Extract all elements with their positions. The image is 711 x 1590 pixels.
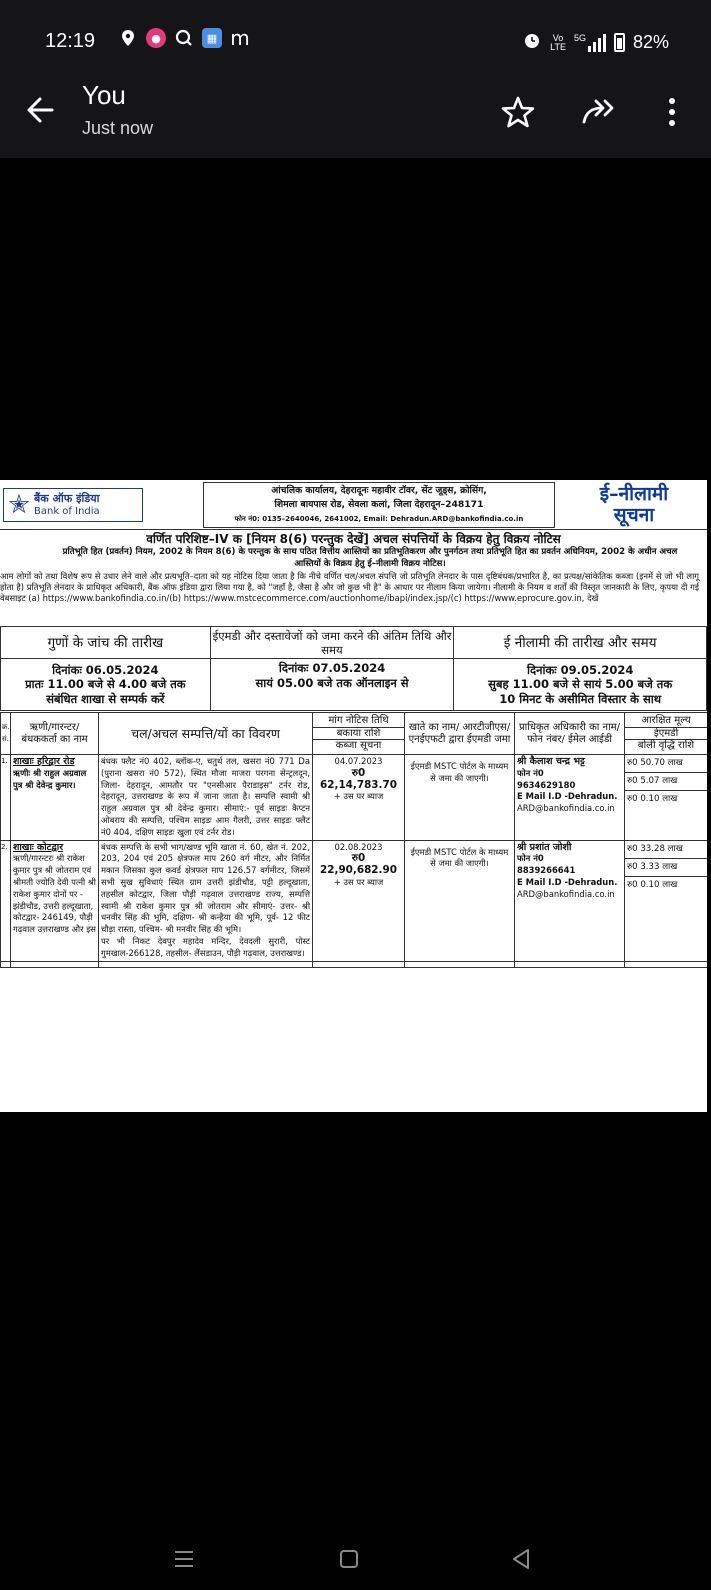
auction-note: 10 मिनट के असीमित विस्तार के साथ — [499, 691, 662, 706]
home-button[interactable] — [340, 1550, 358, 1568]
row-property — [99, 840, 313, 961]
header-account: खाते का नाम/ आरटीजीएस/एनईएफटी द्वारा ईएमडी जमा — [405, 713, 515, 755]
forward-button[interactable] — [580, 92, 620, 132]
phone-number: 9634629180 — [517, 779, 576, 790]
header-borrower: ऋणी/गारन्टर/बंधककर्ता का नाम — [11, 713, 99, 755]
image-viewer[interactable] — [0, 158, 711, 1528]
emd-amount: रु0 3.33 लाख — [625, 859, 707, 877]
inspection-note: संबंधित शाखा से सम्पर्क करें — [46, 691, 165, 706]
auction-notice-image — [0, 480, 707, 1112]
recents-button[interactable] — [173, 1548, 195, 1570]
office-line-1: आंचलिक कार्यालय, देहरादूनः महावीर टॉवर, सेंट जूड्स, क्रोसिंग, — [271, 485, 487, 496]
header-dues: बकाया राशि — [313, 727, 404, 740]
battery-percent: 82% — [632, 32, 669, 52]
sent-time: Just now — [82, 118, 154, 138]
bank-logo — [3, 488, 143, 522]
bank-name-english: Bank of India — [34, 506, 100, 517]
eauction-line-2: सूचना — [613, 504, 655, 526]
row-account: ईएमडी MSTC पोर्टल के माध्यम से जमा की जाएगी। — [405, 840, 515, 961]
officer-name: श्री प्रशांत जोशी — [517, 841, 572, 853]
table-header-row — [1, 713, 708, 755]
emd-deadline-header: ईएमडी और दस्तावेजों को जमा करने की अंतिम तिथि और समय — [210, 627, 454, 659]
header-officer: प्राधिकृत अधिकारी का नाम/फोन नंबर/ ईमेल आईडी — [515, 713, 625, 755]
app-notification-icon: ● — [146, 28, 166, 48]
inspection-time: प्रातः 11.00 बजे से 4.00 बजे तक — [25, 677, 186, 692]
sender-name: You — [82, 80, 126, 110]
header-sno: क्र. सं. — [1, 713, 11, 755]
emd-date: दिनांकः 07.05.2024 — [278, 661, 386, 675]
demand-date: 02.08.2023 — [334, 841, 383, 852]
forward-icon — [580, 92, 620, 132]
row-demand — [313, 840, 405, 961]
status-bar — [0, 0, 711, 70]
phone-label: फोन नं0 — [517, 767, 544, 778]
email-label: E Mail I.D -Dehradun. — [517, 876, 618, 887]
signal-icon: 5G — [574, 34, 606, 52]
emd-deadline-cell — [210, 659, 454, 711]
header-possession: कब्जा सूचना — [313, 739, 404, 752]
branch-name: शाखाः हरिद्वार रोड — [13, 756, 75, 767]
sale-notice-title: वर्णित परिशिष्ट–IV क [नियम 8(6) परन्तुक देखें] अचल संपत्तियों के विक्रय हेतु विक्रय नोटिस — [146, 532, 561, 546]
row-sno: 2. — [1, 840, 11, 961]
recents-icon — [173, 1548, 195, 1570]
more-vert-icon — [660, 94, 684, 130]
borrower-name: ऋणी/गारन्टरः श्री राकेश कुमार पुत्र श्री जोतराम एवं श्रीमती ज्योति देवी पत्नी श्री राकेश कुमार दोनों पर - झंडीचौड, उत्तरी हल्दूखाता, कोटद्वार- 246149, पौड़ी गढ़वाल उत्तराखण्ड और इस — [13, 853, 96, 935]
email-address: ARD@bankofindia.co.in — [517, 803, 615, 814]
bid-increment: रु0 0.10 लाख — [627, 794, 678, 804]
bank-name-hindi: बैंक ऑफ इंडिया — [34, 492, 100, 505]
header-reserve-price: आरक्षित मूल्य — [641, 715, 691, 727]
email-label: E Mail I.D -Dehradun. — [517, 791, 618, 802]
row-account: ईएमडी MSTC पोर्टल के माध्यम से जमा की जाएगी। — [405, 755, 515, 841]
system-nav-bar — [0, 1528, 711, 1590]
row-prices — [625, 755, 708, 841]
volte-indicator: Vo LTE — [550, 32, 566, 52]
interest-note: + उस पर ब्याज — [333, 876, 384, 887]
office-line-2: शिमला बायपास रोड, सेवला कलां, जिला देहरादून–248171 — [274, 499, 484, 510]
viewer-app-bar — [0, 70, 711, 158]
star-icon — [500, 94, 536, 130]
reserve-price: रु0 33.28 लाख — [625, 841, 707, 859]
auction-dates-table — [0, 626, 707, 711]
eauction-line-1: ई–नीलामी — [599, 483, 669, 505]
m-app-icon: m — [230, 26, 250, 50]
row-borrower — [11, 840, 99, 961]
notification-icons — [118, 28, 250, 48]
alarm-icon — [522, 30, 542, 55]
header-emd: ईएमडी — [625, 727, 707, 740]
office-address — [203, 482, 555, 528]
emd-time: सायं 05.00 बजे तक ऑनलाइन से — [255, 675, 409, 690]
reserve-price: रु0 50.70 लाख — [625, 755, 707, 773]
inspection-date-header: गुणों के जांच की तारीख — [1, 627, 211, 659]
header-reserve — [625, 713, 708, 755]
dues-amount: रु0 22,90,682.90 — [320, 852, 397, 877]
more-options-button[interactable] — [660, 94, 684, 130]
row-officer — [515, 840, 625, 961]
row-borrower — [11, 755, 99, 841]
header-demand — [313, 713, 405, 755]
dues-amount: रु0 62,14,783.70 — [320, 766, 397, 791]
branch-name: शाखाः कोटद्वार — [13, 841, 64, 853]
bank-star-icon: ✭ — [8, 490, 30, 520]
row-property: बंधक फ्लैट नं0 402, ब्लॉक-ए, चतुर्थ तल, खसरा नं0 771 Da (पुराना खसरा नं0 572), स्थित मौजा माजरा परगना सेन्ट्रलदून, जिला- देहरादून, आमतौर पर "एनसीआर पैराडाइस" टर्नर रोड, देहरादून, उत्तराखण्ड के रूप में जाना जाता है। सम्पत्ति स्वामी श्री राहुल अग्रवाल पुत्र श्री देवेन्द्र कुमार। सीमाएं:- पूर्व साइडः कैप्टन ओबराय की सम्पत्ति, पश्चिम साइडः आम गैलरी, उत्तर साइडः फ्लैट नं0 404, दक्षिण साइडः खुला एवं टर्नर रोड। — [99, 755, 313, 841]
borrower-name: ऋणीः श्री राहुल अग्रवाल पुत्र श्री देवेन्द्र कुमार। — [13, 767, 87, 790]
inspection-date: दिनांकः 06.05.2024 — [52, 662, 159, 677]
back-arrow-icon — [22, 90, 62, 130]
row-demand — [313, 755, 405, 841]
row-sno: 1. — [1, 755, 11, 841]
table-row-cutoff — [1, 961, 708, 967]
back-triangle-icon — [510, 1547, 532, 1571]
emd-amount: रु0 5.07 लाख — [625, 773, 707, 791]
bid-increment: रु0 0.10 लाख — [627, 879, 678, 890]
status-time: 12:19 — [45, 30, 96, 52]
auction-date-header: ई नीलामी की तारीख और समय — [454, 627, 707, 659]
auction-date: दिनांकः 09.05.2024 — [527, 662, 634, 677]
eauction-title — [570, 484, 698, 526]
location-icon — [118, 28, 138, 48]
star-button[interactable] — [500, 94, 536, 130]
battery-icon — [614, 33, 625, 52]
back-button[interactable] — [22, 90, 62, 130]
property-description: बंधक सम्पत्ति के सभी भाग/खण्ड भूमि खाता नं. 60, खेत नं. 202, 203, 204 एवं 205 क्षेत्रफल माप 260 वर्ग मीटर, और निर्मित मकान जिसका कुल कवर्ड क्षेत्रफल माप 126.57 वर्गमीटर, जिसमें सभी सुख सुविधाएं स्थित ग्राम उत्तरी झंडीचौड, पट्टी हल्दूखाता, तहसील कोटद्वार, जिला पौड़ी गढ़वाल उत्तराखण्ड राज्य, सम्पत्ति स्वामी श्री राकेश कुमार पुत्र श्री जोतराम और सीमाएं- उत्तर- श्री धनवीर सिंह की भूमि, दक्षिण- श्री कन्हैया की भूमि, पूर्व- 12 फीट चौड़ा रास्ता, पश्चिम- श्री मनवीर सिंह की भूमि। — [101, 841, 310, 935]
phone-number: 8839266641 — [517, 865, 576, 876]
demand-date: 04.07.2023 — [334, 756, 383, 766]
row-prices — [625, 840, 708, 961]
table-row — [1, 840, 708, 961]
officer-name: श्री कैलाश चन्द्र भट्ट — [517, 756, 585, 767]
table-row — [1, 755, 708, 841]
office-contact: फोन नं0: 0135–2640046, 2641002, Email: Dehradun.ARD@bankofindia.co.in — [234, 515, 524, 523]
header-demand-date: मांग नोटिस तिथि — [328, 715, 389, 727]
email-address: ARD@bankofindia.co.in — [517, 888, 615, 899]
nav-back-button[interactable] — [510, 1547, 532, 1571]
header-property: चल/अचल सम्पत्ति/यों का विवरण — [99, 713, 313, 755]
property-table — [0, 712, 707, 968]
interest-note: + उस पर ब्याज — [333, 791, 384, 802]
search-app-icon — [174, 28, 194, 48]
notice-intro-text: आम लोगों को तथा विशेष रूप से उधार लेने वाले और प्रत्यभूति–दाता को यह नोटिस दिया जाता है कि नीचे वर्णित चल/अचल संपत्ति जो प्रतिभूति लेनदार के पास दृष्टिबंधक/प्रभारित है, का प्रत्यक्ष/सांकेतिक कब्जा (इनमें से जो भी लागू होता है) प्रतिभूति लेनदार के प्राधिकृत अधिकारी, बैंक ऑफ इंडिया द्वारा लिया गया है, को "जहाँ है, जैसा है और जो कुछ भी है" के आधार पर नीलाम किया जायेगा। नीलामी के नियम व शर्तों की विस्तृत जानकारी के लिए, कृपया दी गई वेबसाइट (a) https://www.bankofindia.co.in/(b) https://www.mstcecommerce.com/auctionhome/ibapi/index.jsp/(c) https://www.eprocure.gov.in, देखें — [0, 571, 699, 603]
header-bid-increment: बोली वृद्धि राशि — [625, 739, 707, 752]
system-indicators — [522, 30, 669, 55]
sale-notice-subtitle: प्रतिभूति हित (प्रवर्तन) नियम, 2002 के नियम 8(6) के परन्तुक के साथ पठित वित्तीय आस्तियों का प्रतिभूतिकरण और पुनर्गठन तथा प्रतिभूति हित का प्रवर्तन अधिनियम, 2002 के अधीन अचल आस्तियों के विक्रय हेतु ई–नीलामी विक्रय नोटिस। — [62, 547, 678, 569]
inspection-date-cell — [1, 659, 211, 711]
auction-time: सुबह 11.00 बजे से सायं 5.00 बजे तक — [488, 677, 673, 692]
auction-date-cell — [454, 659, 707, 711]
property-address-extra: पर भी निकट देवपुर महादेव मन्दिर, देवदली सुरारी, पोस्ट गुमखाल-266128, तहसील- लैंसडाउन, पौड़ी गढ़वाल, उत्तराखण्ड। — [101, 935, 310, 958]
row-officer — [515, 755, 625, 841]
phone-label: फोन नं0 — [517, 853, 544, 864]
notice-header — [0, 480, 707, 530]
grid-app-icon: ▦ — [202, 28, 222, 48]
